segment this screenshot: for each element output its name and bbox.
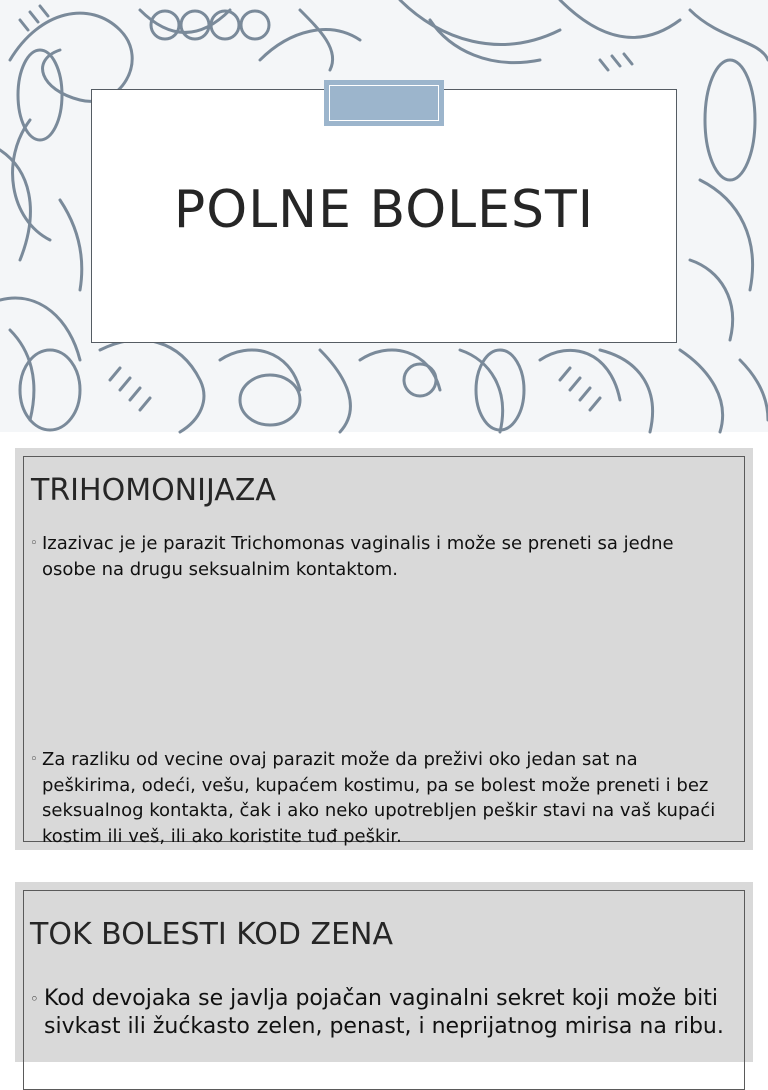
content-slide-trihomonijaza: [15, 448, 753, 850]
bullet-text: Kod devojaka se javlja pojačan vaginalni sekret koji može biti sivkast ili žućkasto zelen, penast, i neprijatnog mirisa na ribu.: [44, 986, 724, 1039]
bullet-marker-icon: ◦: [30, 990, 39, 1008]
title-accent-tab: [324, 80, 444, 126]
bullet-marker-icon: ◦: [30, 536, 38, 551]
bullet-marker-icon: ◦: [30, 752, 38, 767]
bullet-text: Izazivac je je parazit Trichomonas vaginalis i može se preneti sa jedne osobe na drugu seksualnim kontaktom.: [42, 533, 674, 580]
bullet-item: [30, 531, 730, 582]
slide-frame: [23, 890, 745, 1090]
content-slide-tok-bolesti: [15, 882, 753, 1062]
bullet-text: Za razliku od vecine ovaj parazit može da preživi oko jedan sat na peškirima, odeći, vešu, kupaćem kostimu, pa se bolest može preneti i bez seksualnog kontakta, čak i ako neko upotrebljen peškir stavi na vaš kupaći kostim ili veš, ili ako koristite tuđ peškir.: [42, 749, 716, 847]
bullet-item: [30, 985, 730, 1041]
slide-heading: TOK BOLESTI KOD ZENA: [30, 917, 393, 952]
slide-frame: [23, 456, 745, 847]
bullet-item: [30, 747, 730, 849]
title-slide: [0, 0, 768, 432]
slide-title: POLNE BOLESTI: [173, 180, 595, 240]
slide-heading: TRIHOMONIJAZA: [31, 473, 276, 508]
